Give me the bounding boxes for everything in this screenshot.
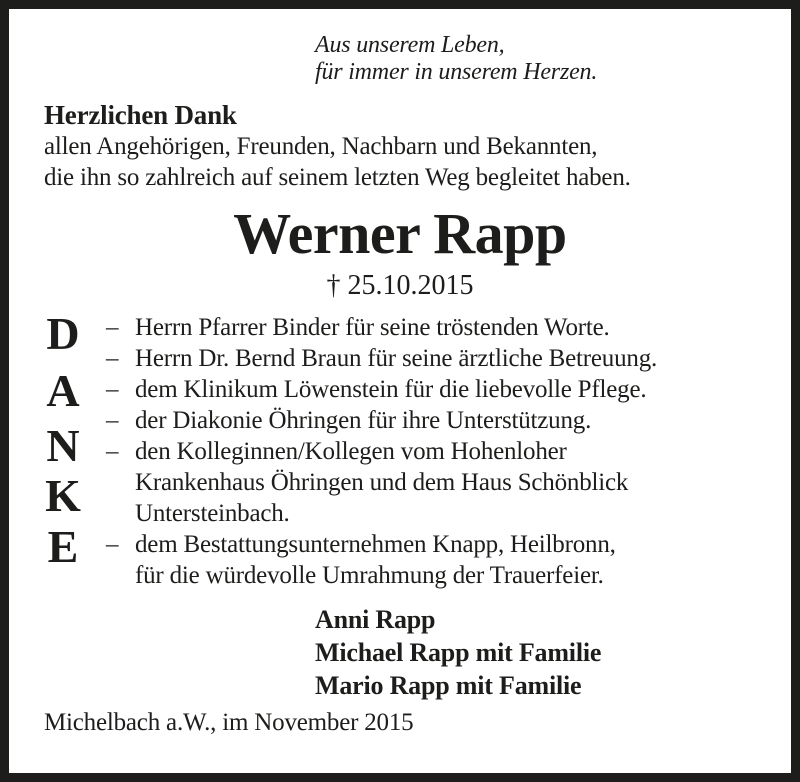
list-item-text: Herrn Dr. Bernd Braun für seine ärztliche Betreuung. xyxy=(135,345,658,372)
list-item-text: dem Bestattungsunternehmen Knapp, Heilbronn, xyxy=(135,531,616,558)
vertical-word-letter-e: E xyxy=(47,521,79,572)
epigraph-line-1: Aus unserem Leben, xyxy=(315,32,505,58)
list-item xyxy=(106,405,774,436)
list-item xyxy=(106,529,774,591)
list-item-text: Untersteinbach. xyxy=(135,500,290,527)
vertical-word-letter-a: A xyxy=(46,365,80,416)
list-item-text: dem Klinikum Löwenstein für die liebevolle Pflege. xyxy=(135,376,647,403)
epigraph xyxy=(315,32,597,86)
family-names xyxy=(315,603,601,702)
vertical-word-letter-k: K xyxy=(45,470,81,521)
list-item-text: den Kolleginnen/Kollegen vom Hohenloher xyxy=(135,438,567,465)
epigraph-line-2: für immer in unserem Herzen. xyxy=(315,59,598,85)
death-date: † 25.10.2015 xyxy=(326,270,474,301)
family-name: Mario Rapp mit Familie xyxy=(315,671,582,700)
vertical-word-letter-d: D xyxy=(46,308,80,359)
list-item-text: der Diakonie Öhringen für ihre Unterstützung. xyxy=(135,407,592,434)
dash-marker: – xyxy=(106,407,119,434)
dash-marker: – xyxy=(106,531,119,558)
list-item-text: für die würdevolle Umrahmung der Trauerfeier. xyxy=(135,562,604,589)
dash-marker: – xyxy=(106,345,119,372)
dash-marker: – xyxy=(106,438,119,465)
list-item xyxy=(106,436,774,529)
place-and-date: Michelbach a.W., im November 2015 xyxy=(44,709,414,736)
intro-block xyxy=(44,99,631,193)
intro-line-1: allen Angehörigen, Freunden, Nachbarn und Bekannten, xyxy=(44,133,598,160)
list-item xyxy=(106,374,774,405)
list-item xyxy=(106,343,774,374)
family-name: Michael Rapp mit Familie xyxy=(315,638,602,667)
dash-marker: – xyxy=(106,376,119,403)
acknowledgement-list xyxy=(106,312,774,591)
thanks-heading: Herzlichen Dank xyxy=(44,100,237,130)
list-item-text: Herrn Pfarrer Binder für seine tröstenden Worte. xyxy=(135,314,610,341)
list-item-text: Krankenhaus Öhringen und dem Haus Schönblick xyxy=(135,469,629,496)
vertical-word-letter-n: N xyxy=(46,420,80,471)
intro-line-2: die ihn so zahlreich auf seinem letzten Weg begleitet haben. xyxy=(44,164,631,191)
deceased-name: Werner Rapp xyxy=(233,201,567,266)
family-name: Anni Rapp xyxy=(315,605,436,634)
dash-marker: – xyxy=(106,314,119,341)
list-item xyxy=(106,312,774,343)
